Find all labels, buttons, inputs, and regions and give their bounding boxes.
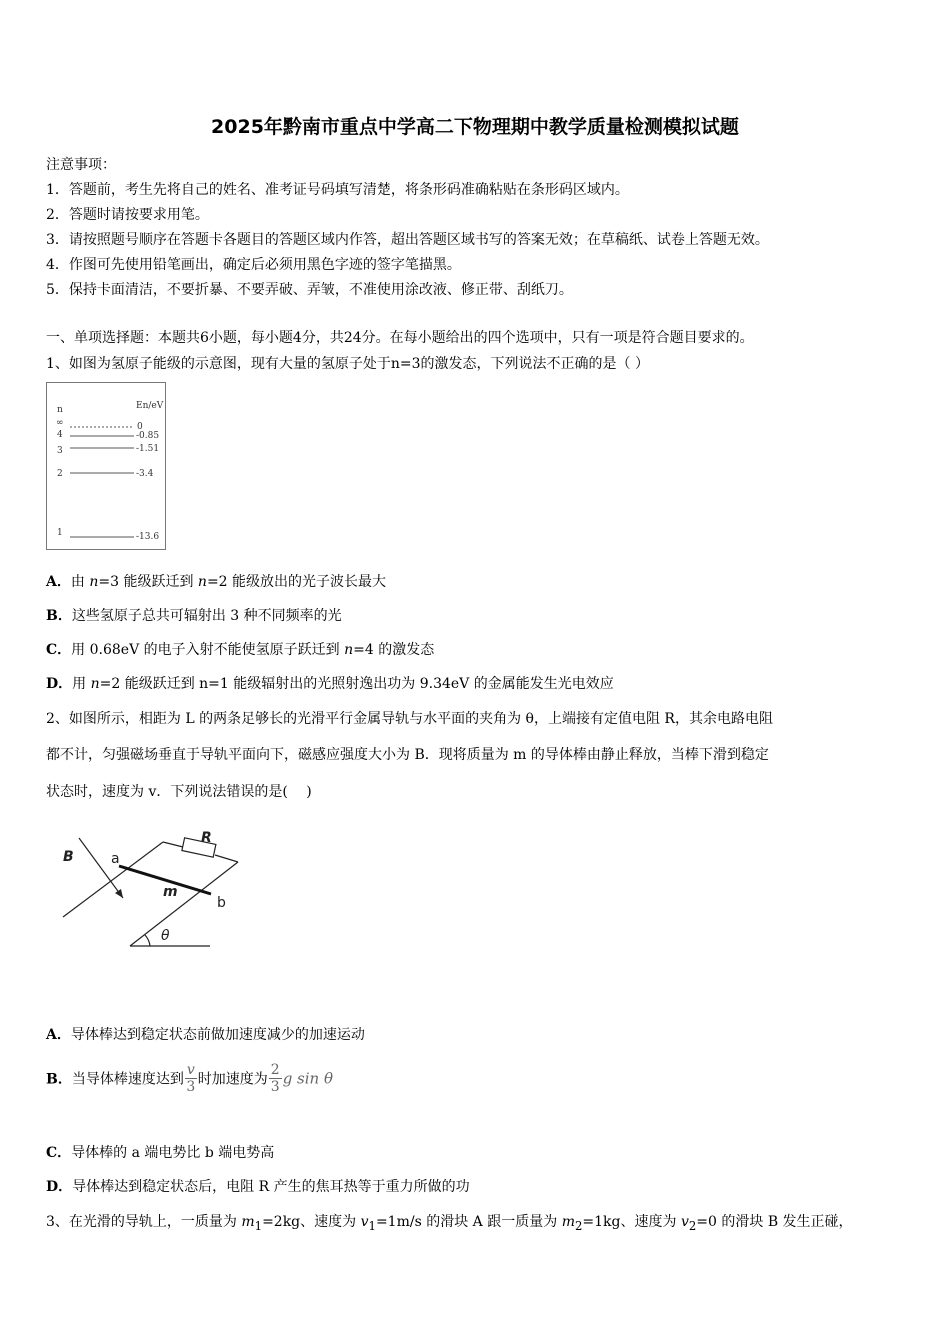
q1-option-c: C．用 0.68eV 的电子入射不能使氢原子跃迁到 n=4 的激发态: [46, 642, 435, 658]
q2-option-d: D．导体棒达到稳定状态后，电阻 R 产生的焦耳热等于重力所做的功: [46, 1179, 470, 1195]
label-m: m: [163, 884, 178, 900]
notice-1: 1．答题前，考生先将自己的姓名、准考证号码填写清楚，将条形码准确粘贴在条形码区域内。: [46, 182, 629, 198]
incline-rails-diagram: [55, 822, 255, 962]
q2-option-b: B．当导体棒速度达到 $\frac{v}{3}$ 时加速度为 $\frac{2}{3}$ g sin θ: [46, 1062, 334, 1095]
e-header: En/eV: [136, 401, 164, 411]
level-n-inf: ∞: [56, 418, 64, 428]
top-wire-left: [163, 842, 183, 847]
notice-4: 4．作图可先使用铅笔画出，确定后必须用黑色字迹的签字笔描黑。: [46, 257, 461, 273]
level-e-2: -3.4: [136, 469, 154, 479]
q2-stem-line-1: 2、如图所示，相距为 L 的两条足够长的光滑平行金属导轨与水平面的夹角为 θ，上端接有定值电阻 R，其余电路电阻: [46, 711, 773, 727]
notice-2: 2．答题时请按要求用笔。: [46, 207, 209, 223]
q2-option-c: C．导体棒的 a 端电势比 b 端电势高: [46, 1145, 275, 1161]
label-a: a: [111, 851, 120, 867]
q1-option-a: A．由 n=3 能级跃迁到 n=2 能级放出的光子波长最大: [46, 574, 387, 590]
level-e-4: -0.85: [136, 431, 160, 441]
energy-level-diagram: [46, 382, 166, 550]
fraction-2-over-3: $\frac{2}{3}$: [270, 1062, 280, 1095]
level-n-4: 4: [57, 430, 63, 440]
notice-3: 3．请按照题号顺序在答题卡各题目的答题区域内作答，超出答题区域书写的答案无效；在草稿纸、试卷上答题无效。: [46, 232, 769, 248]
level-e-1: -13.6: [136, 532, 160, 542]
exam-title: 2025年黔南市重点中学高二下物理期中教学质量检测模拟试题: [211, 116, 739, 138]
q1-stem: 1、如图为氢原子能级的示意图，现有大量的氢原子处于n=3的激发态，下列说法不正确的是（ ）: [46, 356, 650, 372]
q2-stem-line-3: 状态时，速度为 v．下列说法错误的是( ): [46, 784, 312, 800]
n-header: n: [57, 405, 63, 415]
q1-option-b: B．这些氢原子总共可辐射出 3 种不同频率的光: [46, 608, 342, 624]
q1-option-d: D．用 n=2 能级跃迁到 n=1 能级辐射出的光照射逸出功为 9.34eV 的金属能发生光电效应: [46, 676, 614, 692]
level-e-3: -1.51: [136, 444, 160, 454]
label-b: b: [217, 895, 226, 911]
level-n-2: 2: [57, 469, 63, 479]
angle-arc: [145, 935, 150, 946]
b-field-arrowhead: [115, 889, 123, 898]
level-e-inf: 0: [137, 422, 143, 432]
label-theta: θ: [161, 928, 170, 944]
notice-heading: 注意事项：: [46, 157, 116, 173]
level-n-1: 1: [57, 528, 63, 538]
q3-stem: 3、在光滑的导轨上，一质量为 $m_1=2kg$、速度为 $v_1=1m/s$ 的滑块 A 跟一质量为 $m_2=1kg$、速度为 $v_2=0$ 的滑块 B 发生正碰，: [46, 1214, 853, 1233]
level-n-3: 3: [57, 446, 63, 456]
label-b-field: B: [63, 849, 74, 865]
g-sin-theta: g sin θ: [282, 1069, 334, 1088]
notice-5: 5．保持卡面清洁，不要折暴、不要弄破、弄皱，不准使用涂改液、修正带、刮纸刀。: [46, 282, 573, 298]
q2-option-a: A．导体棒达到稳定状态前做加速度减少的加速运动: [46, 1027, 365, 1043]
label-r: R: [201, 830, 212, 846]
top-wire-right: [215, 855, 238, 862]
section-heading: 一、单项选择题：本题共6小题，每小题4分，共24分。在每小题给出的四个选项中，只有一项是符合题目要求的。: [46, 330, 754, 346]
q2-stem-line-2: 都不计，匀强磁场垂直于导轨平面向下，磁感应强度大小为 B．现将质量为 m 的导体棒由静止释放，当棒下滑到稳定: [46, 747, 769, 763]
fraction-v-over-3: $\frac{v}{3}$: [186, 1062, 196, 1095]
